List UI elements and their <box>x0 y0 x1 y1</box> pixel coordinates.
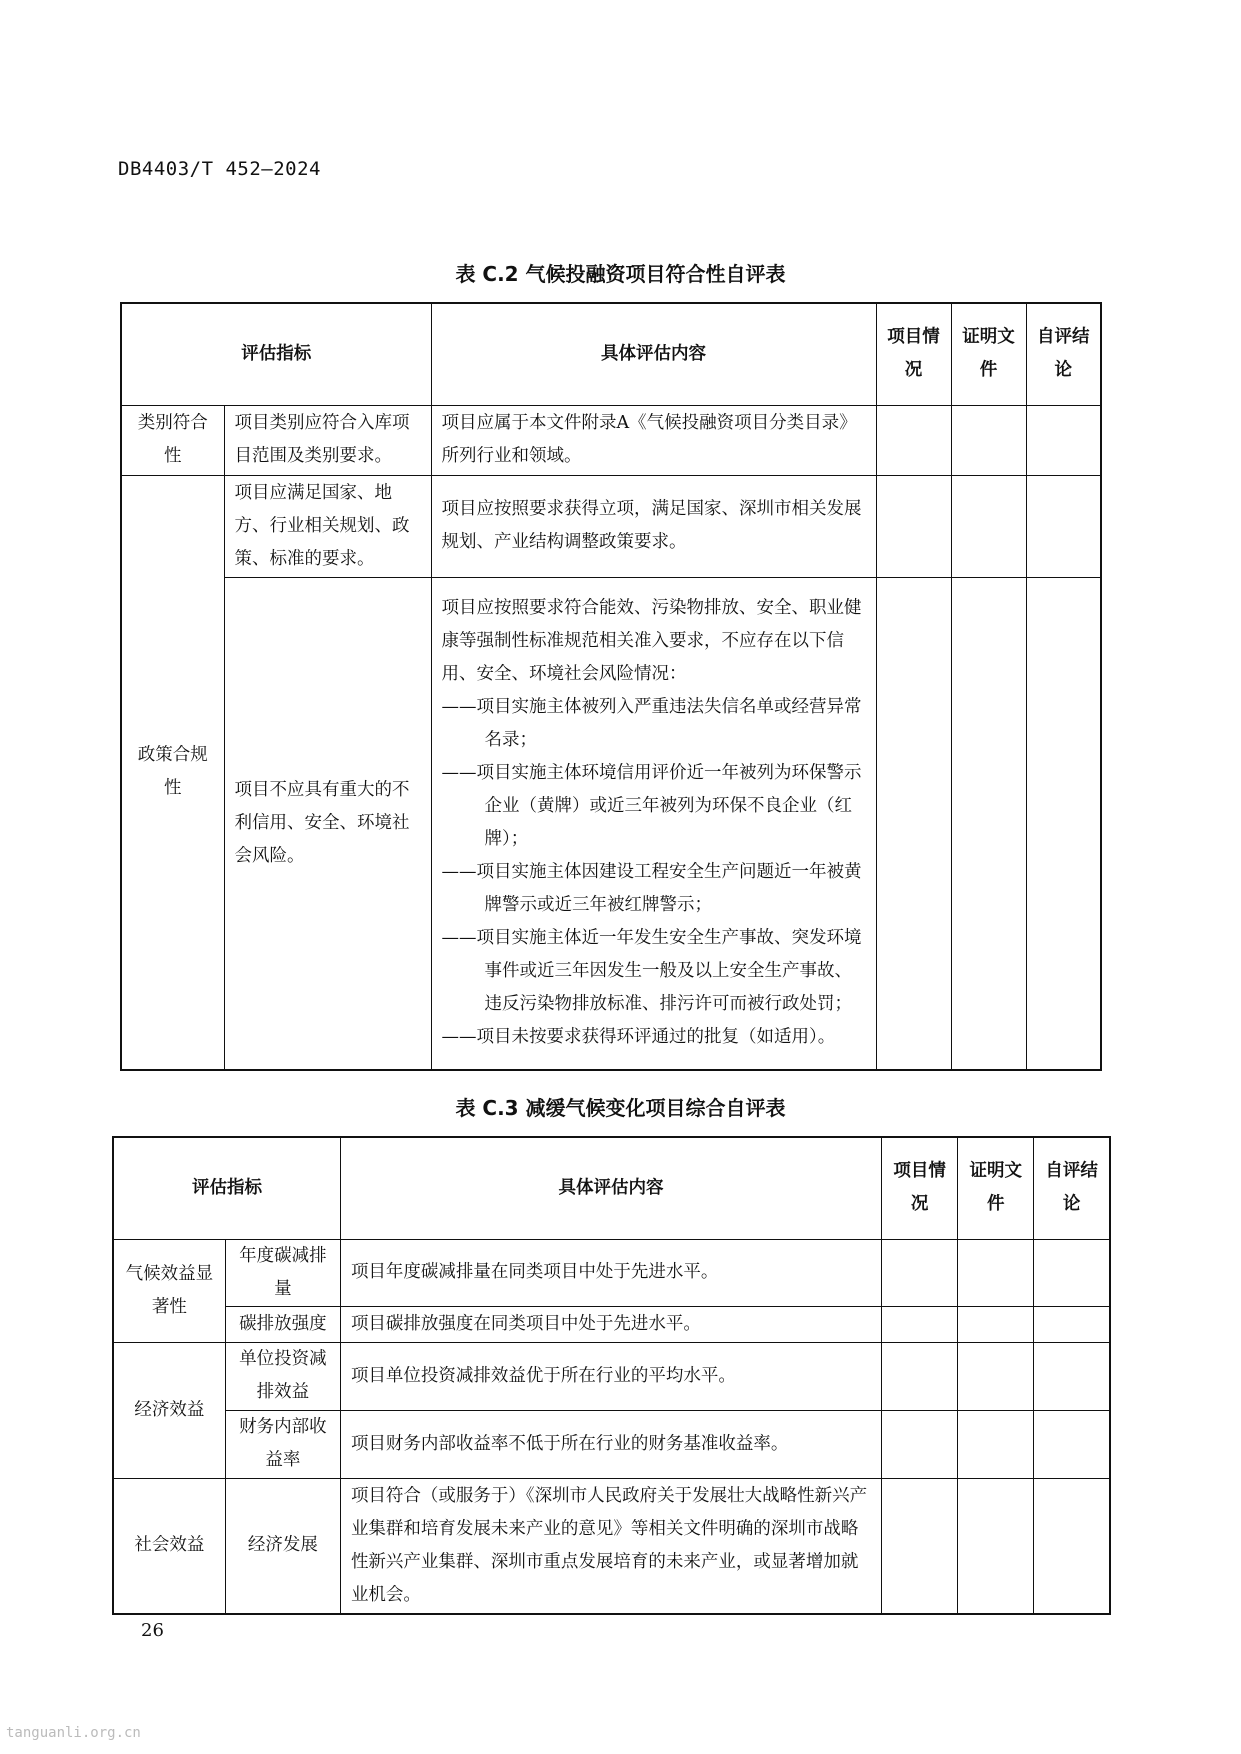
proof-cell[interactable] <box>958 1239 1034 1306</box>
category-cell: 政策合规性 <box>121 475 224 1070</box>
content-intro: 项目应按照要求符合能效、污染物排放、安全、职业健康等强制性标准规范相关准入要求，不应存在以下信用、安全、环境社会风险情况： <box>441 598 862 685</box>
status-cell[interactable] <box>882 1478 958 1614</box>
proof-cell[interactable] <box>958 1410 1034 1478</box>
content-cell: 项目应属于本文件附录A《气候投融资项目分类目录》所列行业和领域。 <box>431 405 876 475</box>
content-cell <box>431 577 876 1070</box>
list-item: ——项目实施主体近一年发生安全生产事故、突发环境事件或近三年因发生一般及以上安全生产事故、违反污染物排放标准、排污许可而被行政处罚； <box>441 928 862 1015</box>
category-cell: 类别符合性 <box>121 405 224 475</box>
status-cell[interactable] <box>876 577 951 1070</box>
status-cell[interactable] <box>882 1239 958 1306</box>
sub-indicator-cell: 年度碳减排量 <box>225 1239 340 1306</box>
sub-indicator-cell: 财务内部收益率 <box>225 1410 340 1478</box>
content-cell: 项目碳排放强度在同类项目中处于先进水平。 <box>340 1306 881 1342</box>
table-row <box>113 1306 1110 1342</box>
header-indicator: 评估指标 <box>113 1137 340 1239</box>
conclusion-cell[interactable] <box>1026 475 1101 577</box>
list-item: ——项目未按要求获得环评通过的批复（如适用）。 <box>441 1027 836 1048</box>
status-cell[interactable] <box>882 1410 958 1478</box>
conclusion-cell[interactable] <box>1034 1410 1110 1478</box>
conclusion-cell[interactable] <box>1034 1306 1110 1342</box>
sub-indicator-cell: 项目不应具有重大的不利信用、安全、环境社会风险。 <box>224 577 431 1070</box>
header-indicator: 评估指标 <box>121 303 431 405</box>
list-item: ——项目实施主体因建设工程安全生产问题近一年被黄牌警示或近三年被红牌警示； <box>441 862 862 916</box>
table-c2 <box>120 302 1102 1071</box>
header-proof: 证明文件 <box>958 1137 1034 1239</box>
table-row <box>113 1342 1110 1410</box>
status-cell[interactable] <box>882 1306 958 1342</box>
proof-cell[interactable] <box>951 577 1026 1070</box>
proof-cell[interactable] <box>958 1306 1034 1342</box>
category-cell: 社会效益 <box>113 1478 225 1614</box>
sub-indicator-cell: 单位投资减排效益 <box>225 1342 340 1410</box>
sub-indicator-cell: 碳排放强度 <box>225 1306 340 1342</box>
conclusion-cell[interactable] <box>1034 1478 1110 1614</box>
status-cell[interactable] <box>882 1342 958 1410</box>
table-row <box>121 475 1101 577</box>
content-cell: 项目应按照要求获得立项，满足国家、深圳市相关发展规划、产业结构调整政策要求。 <box>431 475 876 577</box>
table-c3-caption: 表 C.3 减缓气候变化项目综合自评表 <box>455 1096 786 1120</box>
status-cell[interactable] <box>876 405 951 475</box>
proof-cell[interactable] <box>958 1342 1034 1410</box>
proof-cell[interactable] <box>958 1478 1034 1614</box>
table-row <box>113 1410 1110 1478</box>
header-status: 项目情况 <box>882 1137 958 1239</box>
sub-indicator-cell: 项目类别应符合入库项目范围及类别要求。 <box>224 405 431 475</box>
conclusion-cell[interactable] <box>1034 1239 1110 1306</box>
header-conclusion: 自评结论 <box>1026 303 1101 405</box>
table-row <box>121 405 1101 475</box>
content-cell: 项目符合（或服务于）《深圳市人民政府关于发展壮大战略性新兴产业集群和培育发展未来产业的意见》等相关文件明确的深圳市战略性新兴产业集群、深圳市重点发展培育的未来产业，或显著增加就业机会。 <box>340 1478 881 1614</box>
sub-indicator-cell: 项目应满足国家、地方、行业相关规划、政策、标准的要求。 <box>224 475 431 577</box>
sub-indicator-cell: 经济发展 <box>225 1478 340 1614</box>
conclusion-cell[interactable] <box>1026 405 1101 475</box>
list-item: ——项目实施主体环境信用评价近一年被列为环保警示企业（黄牌）或近三年被列为环保不良企业（红牌）； <box>441 763 862 850</box>
header-proof: 证明文件 <box>951 303 1026 405</box>
status-cell[interactable] <box>876 475 951 577</box>
header-conclusion: 自评结论 <box>1034 1137 1110 1239</box>
content-cell: 项目年度碳减排量在同类项目中处于先进水平。 <box>340 1239 881 1306</box>
content-cell: 项目单位投资减排效益优于所在行业的平均水平。 <box>340 1342 881 1410</box>
table-row <box>113 1239 1110 1306</box>
table-row <box>121 577 1101 1070</box>
header-content: 具体评估内容 <box>431 303 876 405</box>
conclusion-cell[interactable] <box>1026 577 1101 1070</box>
category-cell: 气候效益显著性 <box>113 1239 225 1342</box>
header-status: 项目情况 <box>876 303 951 405</box>
list-item: ——项目实施主体被列入严重违法失信名单或经营异常名录； <box>441 697 862 751</box>
watermark: tanguanli.org.cn <box>6 1725 141 1741</box>
category-cell: 经济效益 <box>113 1342 225 1478</box>
conclusion-cell[interactable] <box>1034 1342 1110 1410</box>
proof-cell[interactable] <box>951 405 1026 475</box>
table-c2-caption: 表 C.2 气候投融资项目符合性自评表 <box>455 262 786 286</box>
proof-cell[interactable] <box>951 475 1026 577</box>
table-row <box>113 1478 1110 1614</box>
document-code: DB4403/T 452—2024 <box>118 158 321 180</box>
page-number: 26 <box>141 1620 164 1641</box>
table-c3 <box>112 1136 1111 1615</box>
content-cell: 项目财务内部收益率不低于所在行业的财务基准收益率。 <box>340 1410 881 1478</box>
header-content: 具体评估内容 <box>340 1137 881 1239</box>
